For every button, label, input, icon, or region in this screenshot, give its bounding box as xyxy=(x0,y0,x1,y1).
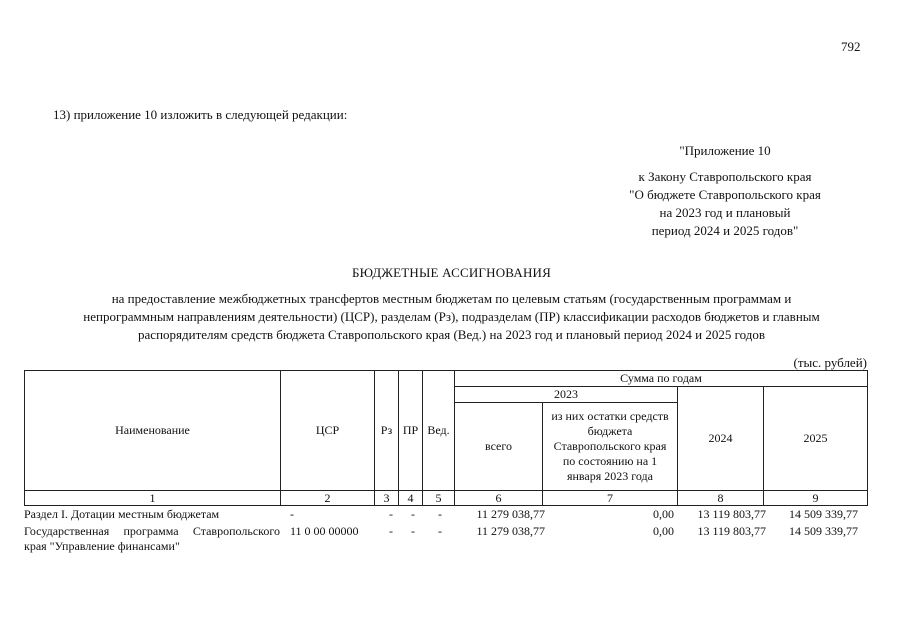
row-remainders: 0,00 xyxy=(653,524,674,538)
row-total: 11 279 038,77 xyxy=(476,524,545,538)
amendment-intro: 13) приложение 10 изложить в следующей редакции: xyxy=(53,107,348,122)
row-2025: 14 509 339,77 xyxy=(789,507,858,521)
row-name: Государственная программа Ставропольского края "Управление финансами" xyxy=(24,524,280,553)
document-subtitle xyxy=(20,290,883,344)
column-number: 5 xyxy=(435,490,442,505)
header-csr: ЦСР xyxy=(315,423,340,437)
appendix-line: к Закону Ставропольского края xyxy=(638,169,812,184)
appendix-line: на 2023 год и плановый xyxy=(659,205,791,220)
row-pr: - xyxy=(411,507,415,521)
row-2024: 13 119 803,77 xyxy=(697,524,766,538)
appendix-reference xyxy=(600,142,850,240)
header-total: всего xyxy=(484,439,513,453)
row-name: Раздел I. Дотации местным бюджетам xyxy=(24,507,220,521)
units-label: (тыс. рублей) xyxy=(793,355,867,370)
row-csr: 11 0 00 00000 xyxy=(290,524,359,538)
row-total: 11 279 038,77 xyxy=(476,507,545,521)
row-2024: 13 119 803,77 xyxy=(697,507,766,521)
header-pr: ПР xyxy=(402,423,419,437)
row-2025: 14 509 339,77 xyxy=(789,524,858,538)
subtitle-line: на предоставление межбюджетных трансфертов местным бюджетам по целевым статьям (государственным программам и xyxy=(111,291,792,306)
appendix-line: "О бюджете Ставропольского края xyxy=(629,187,821,202)
subtitle-line: распорядителям средств бюджета Ставропольского края (Вед.) на 2023 год и плановый период 2024 и 2025 годов xyxy=(138,327,765,342)
table-header xyxy=(24,370,868,506)
subtitle-line: непрограммным направлениям деятельности) (ЦСР), разделам (Рз), подразделам (ПР) классификации расходов бюджетов и главным xyxy=(83,309,820,324)
row-rz: - xyxy=(389,507,393,521)
header-rz: Рз xyxy=(380,423,393,437)
column-number: 4 xyxy=(407,490,414,505)
header-ved: Вед. xyxy=(427,423,450,437)
column-number: 8 xyxy=(717,490,724,505)
column-number: 1 xyxy=(149,490,156,505)
header-remainders: из них остатки средств бюджета Ставропольского края по состоянию на 1 января 2023 года xyxy=(551,409,669,483)
header-sum-by-years: Сумма по годам xyxy=(620,371,702,385)
column-number: 2 xyxy=(324,490,331,505)
column-number: 9 xyxy=(812,490,819,505)
row-csr: - xyxy=(290,507,294,521)
row-remainders: 0,00 xyxy=(653,507,674,521)
document-title: БЮДЖЕТНЫЕ АССИГНОВАНИЯ xyxy=(351,265,551,280)
page-number: 792 xyxy=(841,39,861,54)
column-number: 3 xyxy=(383,490,390,505)
column-number: 6 xyxy=(495,490,502,505)
header-name: Наименование xyxy=(115,423,190,437)
header-year-2023: 2023 xyxy=(554,387,578,401)
appendix-line: период 2024 и 2025 годов" xyxy=(651,223,799,238)
row-ved: - xyxy=(438,524,442,538)
row-pr: - xyxy=(411,524,415,538)
column-number: 7 xyxy=(607,490,613,505)
header-year-2024: 2024 xyxy=(708,431,733,445)
row-ved: - xyxy=(438,507,442,521)
appendix-line: "Приложение 10 xyxy=(679,143,771,158)
header-year-2025: 2025 xyxy=(803,431,828,445)
row-rz: - xyxy=(389,524,393,538)
